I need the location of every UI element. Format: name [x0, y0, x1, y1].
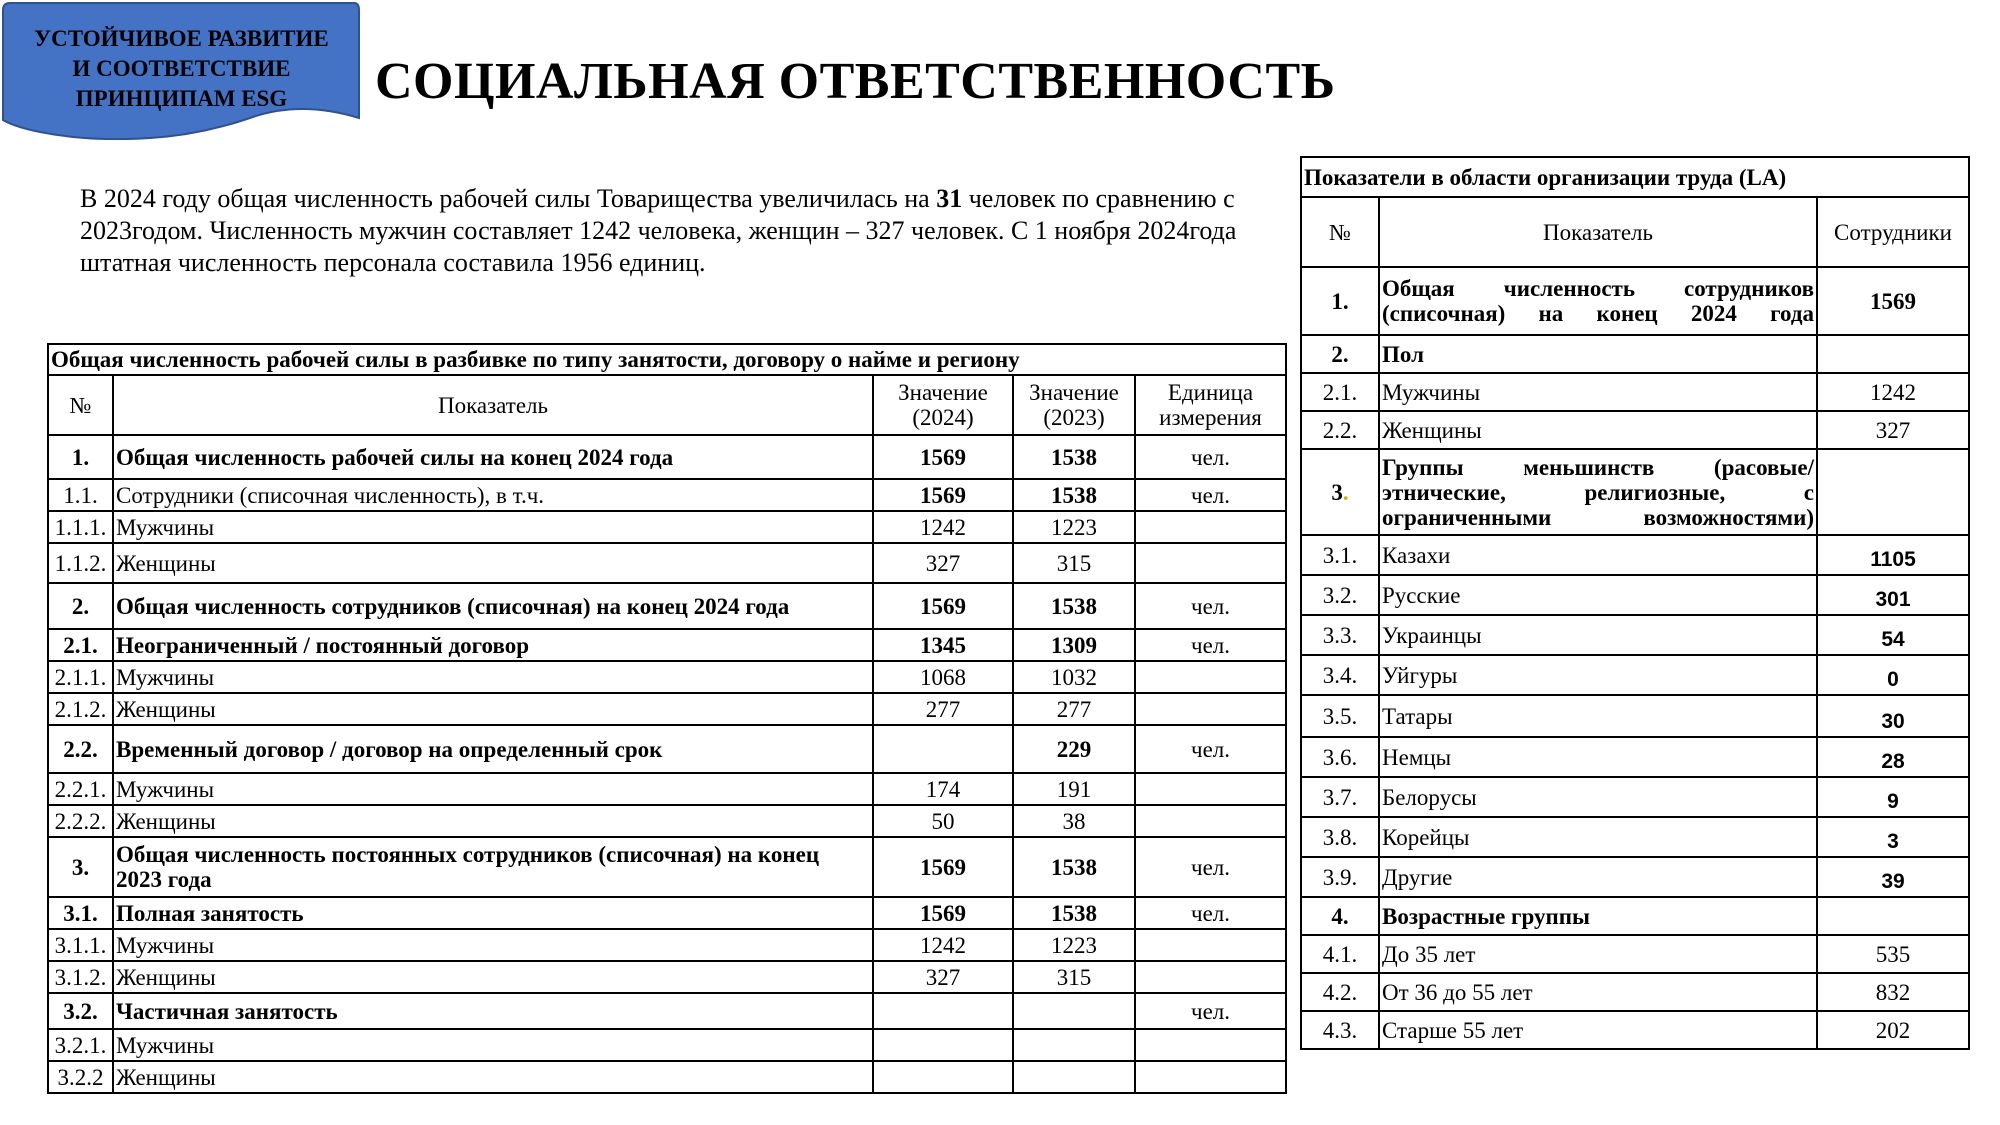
row-num: 3.1.2.: [48, 961, 113, 993]
row-value-2023: 277: [1013, 693, 1135, 725]
labor-table-row: [1301, 373, 1969, 411]
labor-row-value: [1817, 449, 1969, 535]
row-label: Полная занятость: [113, 897, 873, 929]
labor-table-caption: Показатели в области организации труда (LA): [1301, 157, 1969, 197]
row-value-2023: [1013, 1061, 1135, 1093]
row-value-2024: 1569: [873, 435, 1013, 479]
labor-table-row: [1301, 737, 1969, 777]
labor-table-row: [1301, 973, 1969, 1011]
workforce-table-caption-row: [48, 344, 1286, 375]
row-unit: чел.: [1135, 993, 1286, 1029]
banner-line-2: И СООТВЕТСТВИЕ: [72, 56, 291, 81]
labor-row-label: Пол: [1379, 335, 1817, 373]
row-value-2024: 1569: [873, 837, 1013, 897]
labor-row-value: 535: [1817, 935, 1969, 973]
row-unit: [1135, 773, 1286, 805]
labor-row-label: Группы меньшинств (расовые/этнические, религиозные, с ограниченными возможностями): [1379, 449, 1817, 535]
row-num: 3.2.2: [48, 1061, 113, 1093]
row-value-2024: 277: [873, 693, 1013, 725]
workforce-table-row: [48, 837, 1286, 897]
row-label: Сотрудники (списочная численность), в т.ч.: [113, 479, 873, 511]
labor-row-label: Корейцы: [1379, 817, 1817, 857]
labor-table: [1300, 156, 1970, 1050]
row-label: Общая численность постоянных сотрудников (списочная) на конец 2023 года: [113, 837, 873, 897]
row-value-2023: 1032: [1013, 661, 1135, 693]
labor-row-value: 1105: [1817, 535, 1969, 575]
row-num: 3.2.1.: [48, 1029, 113, 1061]
labor-row-value: 832: [1817, 973, 1969, 1011]
labor-table-row: [1301, 655, 1969, 695]
row-value-2023: 1309: [1013, 629, 1135, 661]
row-label: Неограниченный / постоянный договор: [113, 629, 873, 661]
row-value-2023: 315: [1013, 961, 1135, 993]
labor-table-row: [1301, 535, 1969, 575]
labor-row-value: 0: [1817, 655, 1969, 695]
row-unit: [1135, 929, 1286, 961]
row-unit: чел.: [1135, 479, 1286, 511]
row-unit: [1135, 543, 1286, 583]
labor-row-label: Женщины: [1379, 411, 1817, 449]
header-indicator: Показатель: [113, 375, 873, 435]
row-label: Мужчины: [113, 773, 873, 805]
page-title: СОЦИАЛЬНАЯ ОТВЕТСТВЕННОСТЬ: [375, 53, 1336, 110]
labor-row-num: 3.1.: [1301, 535, 1379, 575]
labor-row-label: От 36 до 55 лет: [1379, 973, 1817, 1011]
row-unit: чел.: [1135, 583, 1286, 629]
workforce-table: [47, 343, 1287, 1094]
labor-row-label: Мужчины: [1379, 373, 1817, 411]
row-label: Временный договор / договор на определенный срок: [113, 725, 873, 773]
row-label: Мужчины: [113, 661, 873, 693]
row-unit: [1135, 1029, 1286, 1061]
labor-table-row: [1301, 897, 1969, 935]
labor-row-label: Старше 55 лет: [1379, 1011, 1817, 1049]
labor-table-row: [1301, 411, 1969, 449]
row-label: Общая численность рабочей силы на конец 2024 года: [113, 435, 873, 479]
labor-row-value: 1569: [1817, 267, 1969, 335]
labor-header-employees: Сотрудники: [1817, 197, 1969, 267]
labor-row-num: 3.9.: [1301, 857, 1379, 897]
intro-text-2: человек по сравнению с 2023годом. Численность мужчин составляет 1242 человека, женщин – 327 человек. С 1 ноября 2024года штатная численность персонала составила 1956 единиц.: [80, 184, 1237, 277]
row-value-2024: 1345: [873, 629, 1013, 661]
labor-row-num: 3.3.: [1301, 615, 1379, 655]
labor-header-indicator: Показатель: [1379, 197, 1817, 267]
labor-row-value: 3: [1817, 817, 1969, 857]
labor-row-label: Белорусы: [1379, 777, 1817, 817]
labor-row-label: Казахи: [1379, 535, 1817, 575]
row-unit: чел.: [1135, 897, 1286, 929]
labor-row-label: До 35 лет: [1379, 935, 1817, 973]
row-unit: [1135, 805, 1286, 837]
workforce-table-row: [48, 929, 1286, 961]
labor-row-num: 4.: [1301, 897, 1379, 935]
row-unit: [1135, 693, 1286, 725]
labor-row-num: 2.1.: [1301, 373, 1379, 411]
workforce-table-row: [48, 629, 1286, 661]
row-num: 1.1.2.: [48, 543, 113, 583]
labor-row-value: 327: [1817, 411, 1969, 449]
intro-paragraph: [80, 183, 1280, 279]
labor-table-row: [1301, 449, 1969, 535]
labor-row-value: 39: [1817, 857, 1969, 897]
row-num: 2.1.2.: [48, 693, 113, 725]
labor-table-header-row: [1301, 197, 1969, 267]
labor-row-value: 202: [1817, 1011, 1969, 1049]
row-num: 2.: [48, 583, 113, 629]
labor-row-num: 2.2.: [1301, 411, 1379, 449]
labor-row-num: 3.8.: [1301, 817, 1379, 857]
labor-row-num: 3.2.: [1301, 575, 1379, 615]
workforce-table-row: [48, 773, 1286, 805]
row-value-2023: 1538: [1013, 837, 1135, 897]
header-value-2023: Значение (2023): [1013, 375, 1135, 435]
labor-row-value: 1242: [1817, 373, 1969, 411]
banner-line-3: ПРИНЦИПАМ ESG: [75, 86, 288, 111]
workforce-table-row: [48, 993, 1286, 1029]
row-value-2023: 315: [1013, 543, 1135, 583]
workforce-table-caption: Общая численность рабочей силы в разбивке по типу занятости, договору о найме и региону: [48, 344, 1286, 375]
row-unit: чел.: [1135, 435, 1286, 479]
workforce-table-header-row: [48, 375, 1286, 435]
row-value-2023: 1538: [1013, 897, 1135, 929]
workforce-table-row: [48, 961, 1286, 993]
labor-row-num: 4.1.: [1301, 935, 1379, 973]
row-label: Общая численность сотрудников (списочная) на конец 2024 года: [113, 583, 873, 629]
labor-row-label: Украинцы: [1379, 615, 1817, 655]
banner-line-1: УСТОЙЧИВОЕ РАЗВИТИЕ: [34, 26, 329, 51]
labor-row-value: 301: [1817, 575, 1969, 615]
workforce-table-row: [48, 543, 1286, 583]
row-unit: [1135, 511, 1286, 543]
workforce-table-row: [48, 725, 1286, 773]
labor-row-num: 3.4.: [1301, 655, 1379, 695]
banner-label: [4, 24, 359, 114]
labor-row-label: Общая численность сотрудников (списочная) на конец 2024 года: [1379, 267, 1817, 335]
row-value-2023: 38: [1013, 805, 1135, 837]
row-num: 3.2.: [48, 993, 113, 1029]
labor-row-num: 3.7.: [1301, 777, 1379, 817]
row-num: 2.2.: [48, 725, 113, 773]
row-value-2024: 327: [873, 961, 1013, 993]
row-value-2024: 50: [873, 805, 1013, 837]
header-unit: Единица измерения: [1135, 375, 1286, 435]
row-value-2024: 1068: [873, 661, 1013, 693]
header-value-2024: Значение (2024): [873, 375, 1013, 435]
row-num: 2.2.2.: [48, 805, 113, 837]
row-num: 3.: [48, 837, 113, 897]
row-num: 2.1.: [48, 629, 113, 661]
row-value-2024: 174: [873, 773, 1013, 805]
row-unit: [1135, 961, 1286, 993]
labor-table-row: [1301, 777, 1969, 817]
labor-header-num: №: [1301, 197, 1379, 267]
labor-row-num: 1.: [1301, 267, 1379, 335]
row-num: 3.1.: [48, 897, 113, 929]
row-label: Мужчины: [113, 511, 873, 543]
labor-table-row: [1301, 695, 1969, 737]
row-value-2024: 1569: [873, 479, 1013, 511]
row-value-2023: [1013, 1029, 1135, 1061]
row-label: Женщины: [113, 543, 873, 583]
row-value-2024: 1242: [873, 929, 1013, 961]
labor-row-value: 54: [1817, 615, 1969, 655]
workforce-table-row: [48, 693, 1286, 725]
row-value-2023: 1538: [1013, 435, 1135, 479]
row-unit: чел.: [1135, 725, 1286, 773]
labor-row-num: 2.: [1301, 335, 1379, 373]
intro-bold-number: 31: [936, 184, 963, 213]
row-label: Мужчины: [113, 929, 873, 961]
labor-table-row: [1301, 335, 1969, 373]
row-label: Женщины: [113, 693, 873, 725]
row-value-2023: 1223: [1013, 511, 1135, 543]
marker-dot: .: [1342, 479, 1349, 505]
workforce-table-row: [48, 511, 1286, 543]
row-value-2023: 191: [1013, 773, 1135, 805]
labor-row-value: 9: [1817, 777, 1969, 817]
workforce-table-row: [48, 435, 1286, 479]
row-unit: [1135, 661, 1286, 693]
row-value-2024: 327: [873, 543, 1013, 583]
row-num: 1.1.1.: [48, 511, 113, 543]
labor-row-value: 30: [1817, 695, 1969, 737]
row-label: Женщины: [113, 961, 873, 993]
labor-table-row: [1301, 575, 1969, 615]
workforce-table-row: [48, 661, 1286, 693]
labor-table-row: [1301, 935, 1969, 973]
row-value-2024: [873, 1061, 1013, 1093]
labor-row-num: 3.6.: [1301, 737, 1379, 777]
labor-row-label: Другие: [1379, 857, 1817, 897]
labor-table-row: [1301, 267, 1969, 335]
row-num: 1.: [48, 435, 113, 479]
workforce-table-row: [48, 1029, 1286, 1061]
labor-row-value: [1817, 335, 1969, 373]
row-value-2024: 1569: [873, 897, 1013, 929]
labor-row-value: 28: [1817, 737, 1969, 777]
row-unit: [1135, 1061, 1286, 1093]
row-label: Частичная занятость: [113, 993, 873, 1029]
labor-row-label: Возрастные группы: [1379, 897, 1817, 935]
row-value-2023: 229: [1013, 725, 1135, 773]
row-label: Женщины: [113, 805, 873, 837]
row-value-2024: [873, 993, 1013, 1029]
labor-table-row: [1301, 1011, 1969, 1049]
intro-text-1: В 2024 году общая численность рабочей силы Товарищества увеличилась на: [80, 184, 937, 213]
labor-row-label: Татары: [1379, 695, 1817, 737]
labor-table-row: [1301, 817, 1969, 857]
labor-table-caption-row: [1301, 157, 1969, 197]
workforce-table-row: [48, 479, 1286, 511]
workforce-table-row: [48, 1061, 1286, 1093]
row-unit: чел.: [1135, 629, 1286, 661]
row-unit: чел.: [1135, 837, 1286, 897]
labor-row-label: Уйгуры: [1379, 655, 1817, 695]
labor-row-num: 3.: [1301, 449, 1379, 535]
row-value-2024: 1242: [873, 511, 1013, 543]
workforce-table-row: [48, 805, 1286, 837]
row-num: 2.1.1.: [48, 661, 113, 693]
row-label: Женщины: [113, 1061, 873, 1093]
row-value-2024: [873, 1029, 1013, 1061]
workforce-table-row: [48, 897, 1286, 929]
row-value-2023: [1013, 993, 1135, 1029]
row-value-2024: [873, 725, 1013, 773]
labor-row-value: [1817, 897, 1969, 935]
header-num: №: [48, 375, 113, 435]
section-banner: [0, 0, 362, 140]
labor-table-row: [1301, 857, 1969, 897]
row-num: 3.1.1.: [48, 929, 113, 961]
row-value-2023: 1538: [1013, 479, 1135, 511]
row-value-2023: 1223: [1013, 929, 1135, 961]
labor-row-num: 4.3.: [1301, 1011, 1379, 1049]
labor-row-num: 4.2.: [1301, 973, 1379, 1011]
workforce-table-row: [48, 583, 1286, 629]
row-value-2023: 1538: [1013, 583, 1135, 629]
labor-row-num: 3.5.: [1301, 695, 1379, 737]
row-label: Мужчины: [113, 1029, 873, 1061]
row-num: 2.2.1.: [48, 773, 113, 805]
labor-table-row: [1301, 615, 1969, 655]
row-value-2024: 1569: [873, 583, 1013, 629]
labor-row-label: Немцы: [1379, 737, 1817, 777]
row-num: 1.1.: [48, 479, 113, 511]
labor-row-label: Русские: [1379, 575, 1817, 615]
